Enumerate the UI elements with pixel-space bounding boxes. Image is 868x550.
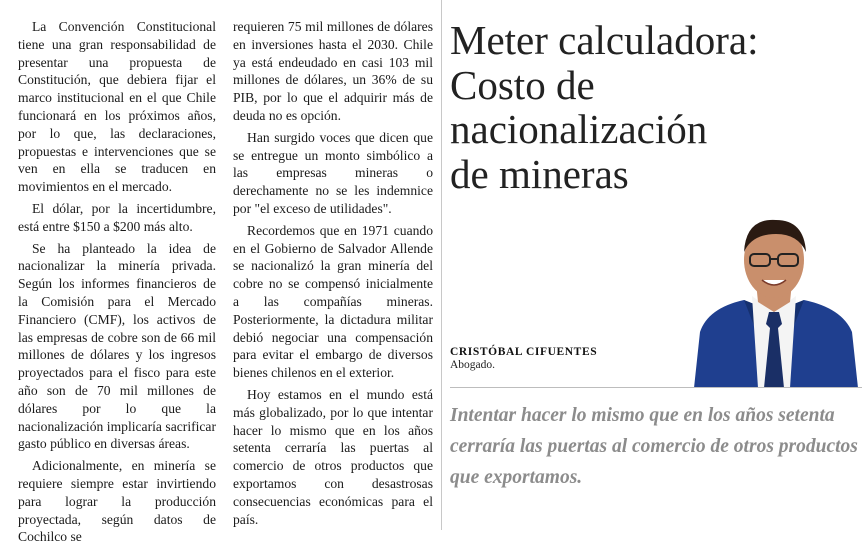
paragraph: requieren 75 mil millones de dólares en inversiones hasta el 2030. Chile ya está endeudado en casi 103 mil millones de dólares, un 36% de su PIB, por lo que el adquirir más de deuda no es opción. <box>233 19 433 123</box>
author-role: Abogado. <box>450 359 496 371</box>
paragraph: Adicionalmente, en minería se requiere siempre estar invirtiendo para lograr la producción proyectada, según datos de Cochilco se <box>18 458 216 545</box>
paragraph: La Convención Constitucional tiene una gran responsabilidad de presentar una propuesta de Constitución, que debiera fijar el marco institucional en el que Chile funcionará en los próximos años, por lo que, las declaraciones, propuestas e intervenciones que se ven en ella se traducen en movimientos en el mercado. <box>18 19 216 195</box>
headline-line: nacionalización <box>450 106 708 152</box>
article-column-1 <box>18 18 216 550</box>
headline <box>450 18 860 196</box>
headline-line: de mineras <box>450 150 629 197</box>
paragraph: Han surgido voces que dicen que se entregue un monto simbólico a las empresas mineras o derechamente no se les indemnice por "el exceso de utilidades". <box>233 129 433 216</box>
author-name: CRISTÓBAL CIFUENTES <box>450 346 598 358</box>
paragraph: Hoy estamos en el mundo está más globalizado, por lo que intentar hacer lo mismo que en los años setenta cerraría las puertas al comercio de otros productos que exportamos con desastrosas consecuencias económicas para el país. <box>233 386 433 527</box>
quote-divider <box>450 387 862 388</box>
author-photo <box>686 212 862 388</box>
author-portrait-icon <box>686 212 862 388</box>
column-divider <box>441 0 442 530</box>
paragraph: Se ha planteado la idea de nacionalizar la minería privada. Según los informes financieros de la Comisión para el Mercado Financiero (CMF), los activos de las empresas de cobre son de 66 mil millones de dólares y los ingresos proyectados para el fisco para este año son de 70 mil millones de dólares por lo que la nacionalización implicaría sacrificar gasto público en diversas áreas. <box>18 240 216 452</box>
headline-line: Costo de <box>450 61 595 108</box>
paragraph: El dólar, por la incertidumbre, está entre $150 a $200 más alto. <box>18 200 216 234</box>
pull-quote: Intentar hacer lo mismo que en los años setenta cerraría las puertas al comercio de otros productos que exportamos. <box>450 405 858 488</box>
headline-line: Meter calculadora: <box>450 17 759 63</box>
paragraph: Recordemos que en 1971 cuando en el Gobierno de Salvador Allende se nacionalizó la gran minería del cobre no se compensó inicialmente a las compañías mineras. Posteriormente, la dictadura militar debió negociar una compensación para evitar el embargo de diversos bienes chilenos en el exterior. <box>233 222 433 381</box>
article-column-2 <box>233 18 433 532</box>
byline <box>450 346 597 371</box>
